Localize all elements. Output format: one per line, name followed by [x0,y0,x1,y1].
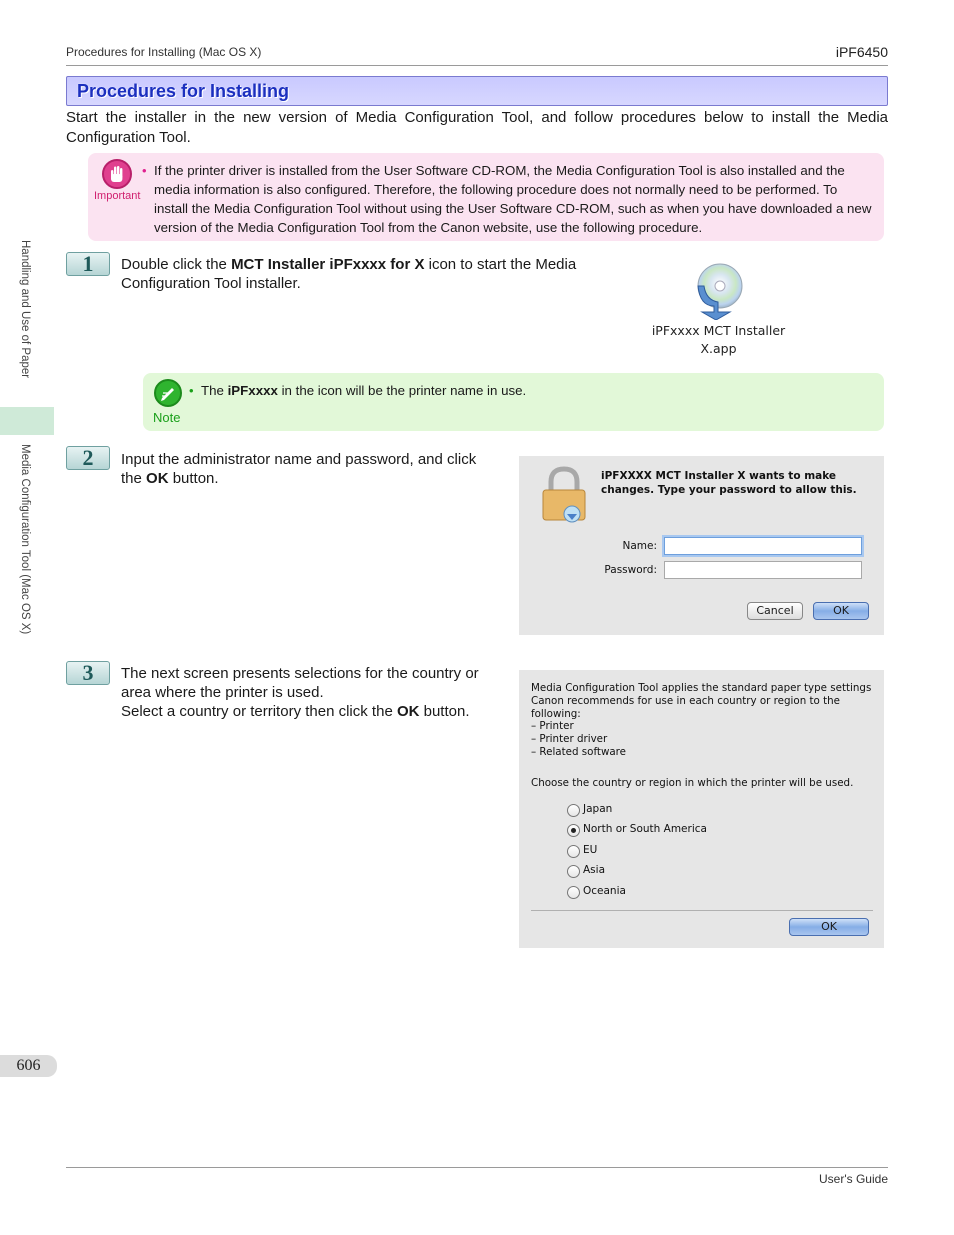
important-text-block [142,161,874,237]
dialog-divider [531,910,873,911]
bullet-icon: • [142,163,147,178]
step-number-badge: 3 [66,661,110,685]
radio-option-asia[interactable] [567,864,767,880]
sidebar-section-label: Media Configuration Tool (Mac OS X) [19,444,31,635]
header-divider [66,65,888,66]
step-number-badge: 2 [66,446,110,470]
step-1-text-bold: MCT Installer iPFxxxx for X [231,256,425,273]
auth-message-line1: iPFXXXX MCT Installer X wants to make [601,470,837,482]
step-3-text-line2 [121,702,501,721]
installer-app-icon[interactable] [640,260,795,360]
radio-option-eu[interactable] [567,844,767,860]
step-3-text [121,664,501,721]
section-heading-bar [66,76,888,106]
pencil-note-icon [154,379,182,407]
step-2-text-bold: OK [146,470,169,487]
step-2-text [121,450,501,488]
note-text-after: in the icon will be the printer name in use. [277,383,527,398]
padlock-icon [539,466,589,524]
radio-option-japan[interactable] [567,803,767,819]
footer-divider [66,1167,888,1168]
auth-message [601,469,857,497]
step-2-text-after: button. [168,470,219,487]
note-text-bold: iPFxxxx [227,383,278,398]
step-3-text-before: Select a country or territory then click the [121,703,397,720]
radio-label: EU [583,844,598,856]
radio-button-selected[interactable] [567,824,580,837]
ok-button[interactable]: OK [813,602,869,620]
important-text: If the printer driver is installed from the User Software CD-ROM, the Media Configuration Tool is also installed and the media information is also configured. Therefore, the following procedure does not normally need to be performed. To install the Media Configuration Tool without using the User Software CD-ROM, such as when you have downloaded a new version of the Media Configuration Tool from the Canon website, use the following procedure. [154,163,872,235]
region-intro-line: – Printer driver [531,733,608,746]
installer-label-line2: X.app [700,341,737,356]
note-label: Note [153,410,181,425]
radio-label: Japan [583,803,613,815]
footer-title: User's Guide [819,1172,888,1186]
hand-stop-icon [102,159,132,189]
name-label: Name: [622,540,657,552]
step-3-text-after: button. [419,703,470,720]
region-intro [531,682,871,759]
sidebar-active-marker [0,407,54,435]
radio-button[interactable] [567,804,580,817]
running-header-left: Procedures for Installing (Mac OS X) [66,45,262,59]
sidebar-section-tab[interactable] [15,444,39,664]
important-label: Important [94,190,141,202]
installer-icon-label [646,322,791,358]
name-field[interactable] [664,537,862,555]
cd-installer-icon [690,262,746,320]
auth-message-line2: changes. Type your password to allow this. [601,484,857,496]
region-intro-line: Canon recommends for use in each country or region to the [531,694,841,707]
cancel-button[interactable]: Cancel [747,602,803,620]
important-callout [88,153,884,241]
step-1-text-before: Double click the [121,256,232,273]
region-intro-line: following: [531,707,581,720]
password-field[interactable] [664,561,862,579]
bullet-icon: • [189,383,194,398]
step-3-text-line1: The next screen presents selections for the country or area where the printer is used. [121,665,479,701]
step-number-badge: 1 [66,252,110,276]
region-intro-line: – Printer [531,720,574,733]
step-1-text [121,255,636,293]
section-title: Procedures for Installing [77,81,290,101]
ok-button[interactable]: OK [789,918,869,936]
radio-button[interactable] [567,845,580,858]
radio-option-oceania[interactable] [567,885,767,901]
step-2-text-before: Input the administrator name and password, and click the [121,451,477,487]
note-text-before: The [201,383,228,398]
region-intro-line: – Related software [531,745,627,758]
radio-label: North or South America [583,823,707,835]
region-prompt: Choose the country or region in which the printer will be used. [531,777,854,789]
note-callout [143,373,884,431]
step-1-text-after: icon to start the Media Configuration Tool installer. [121,256,577,292]
installer-label-line1: iPFxxxx MCT Installer [651,323,786,338]
radio-label: Oceania [583,885,626,897]
running-header-right: iPF6450 [835,44,888,60]
sidebar-chapter-label: Handling and Use of Paper [19,240,31,379]
page-number: 606 [0,1055,57,1077]
note-text [189,382,527,400]
password-label: Password: [604,564,657,576]
radio-label: Asia [583,864,606,876]
region-intro-line: Media Configuration Tool applies the standard paper type settings [531,682,872,694]
radio-button[interactable] [567,865,580,878]
radio-option-americas[interactable] [567,823,767,839]
intro-paragraph: Start the installer in the new version of Media Configuration Tool, and follow procedures below to install the Media Configuration Tool. [66,109,888,146]
sidebar-chapter-tab[interactable] [15,240,39,400]
step-3-text-bold: OK [396,703,420,720]
region-dialog [519,670,884,948]
auth-dialog [519,456,884,635]
radio-button[interactable] [567,886,580,899]
